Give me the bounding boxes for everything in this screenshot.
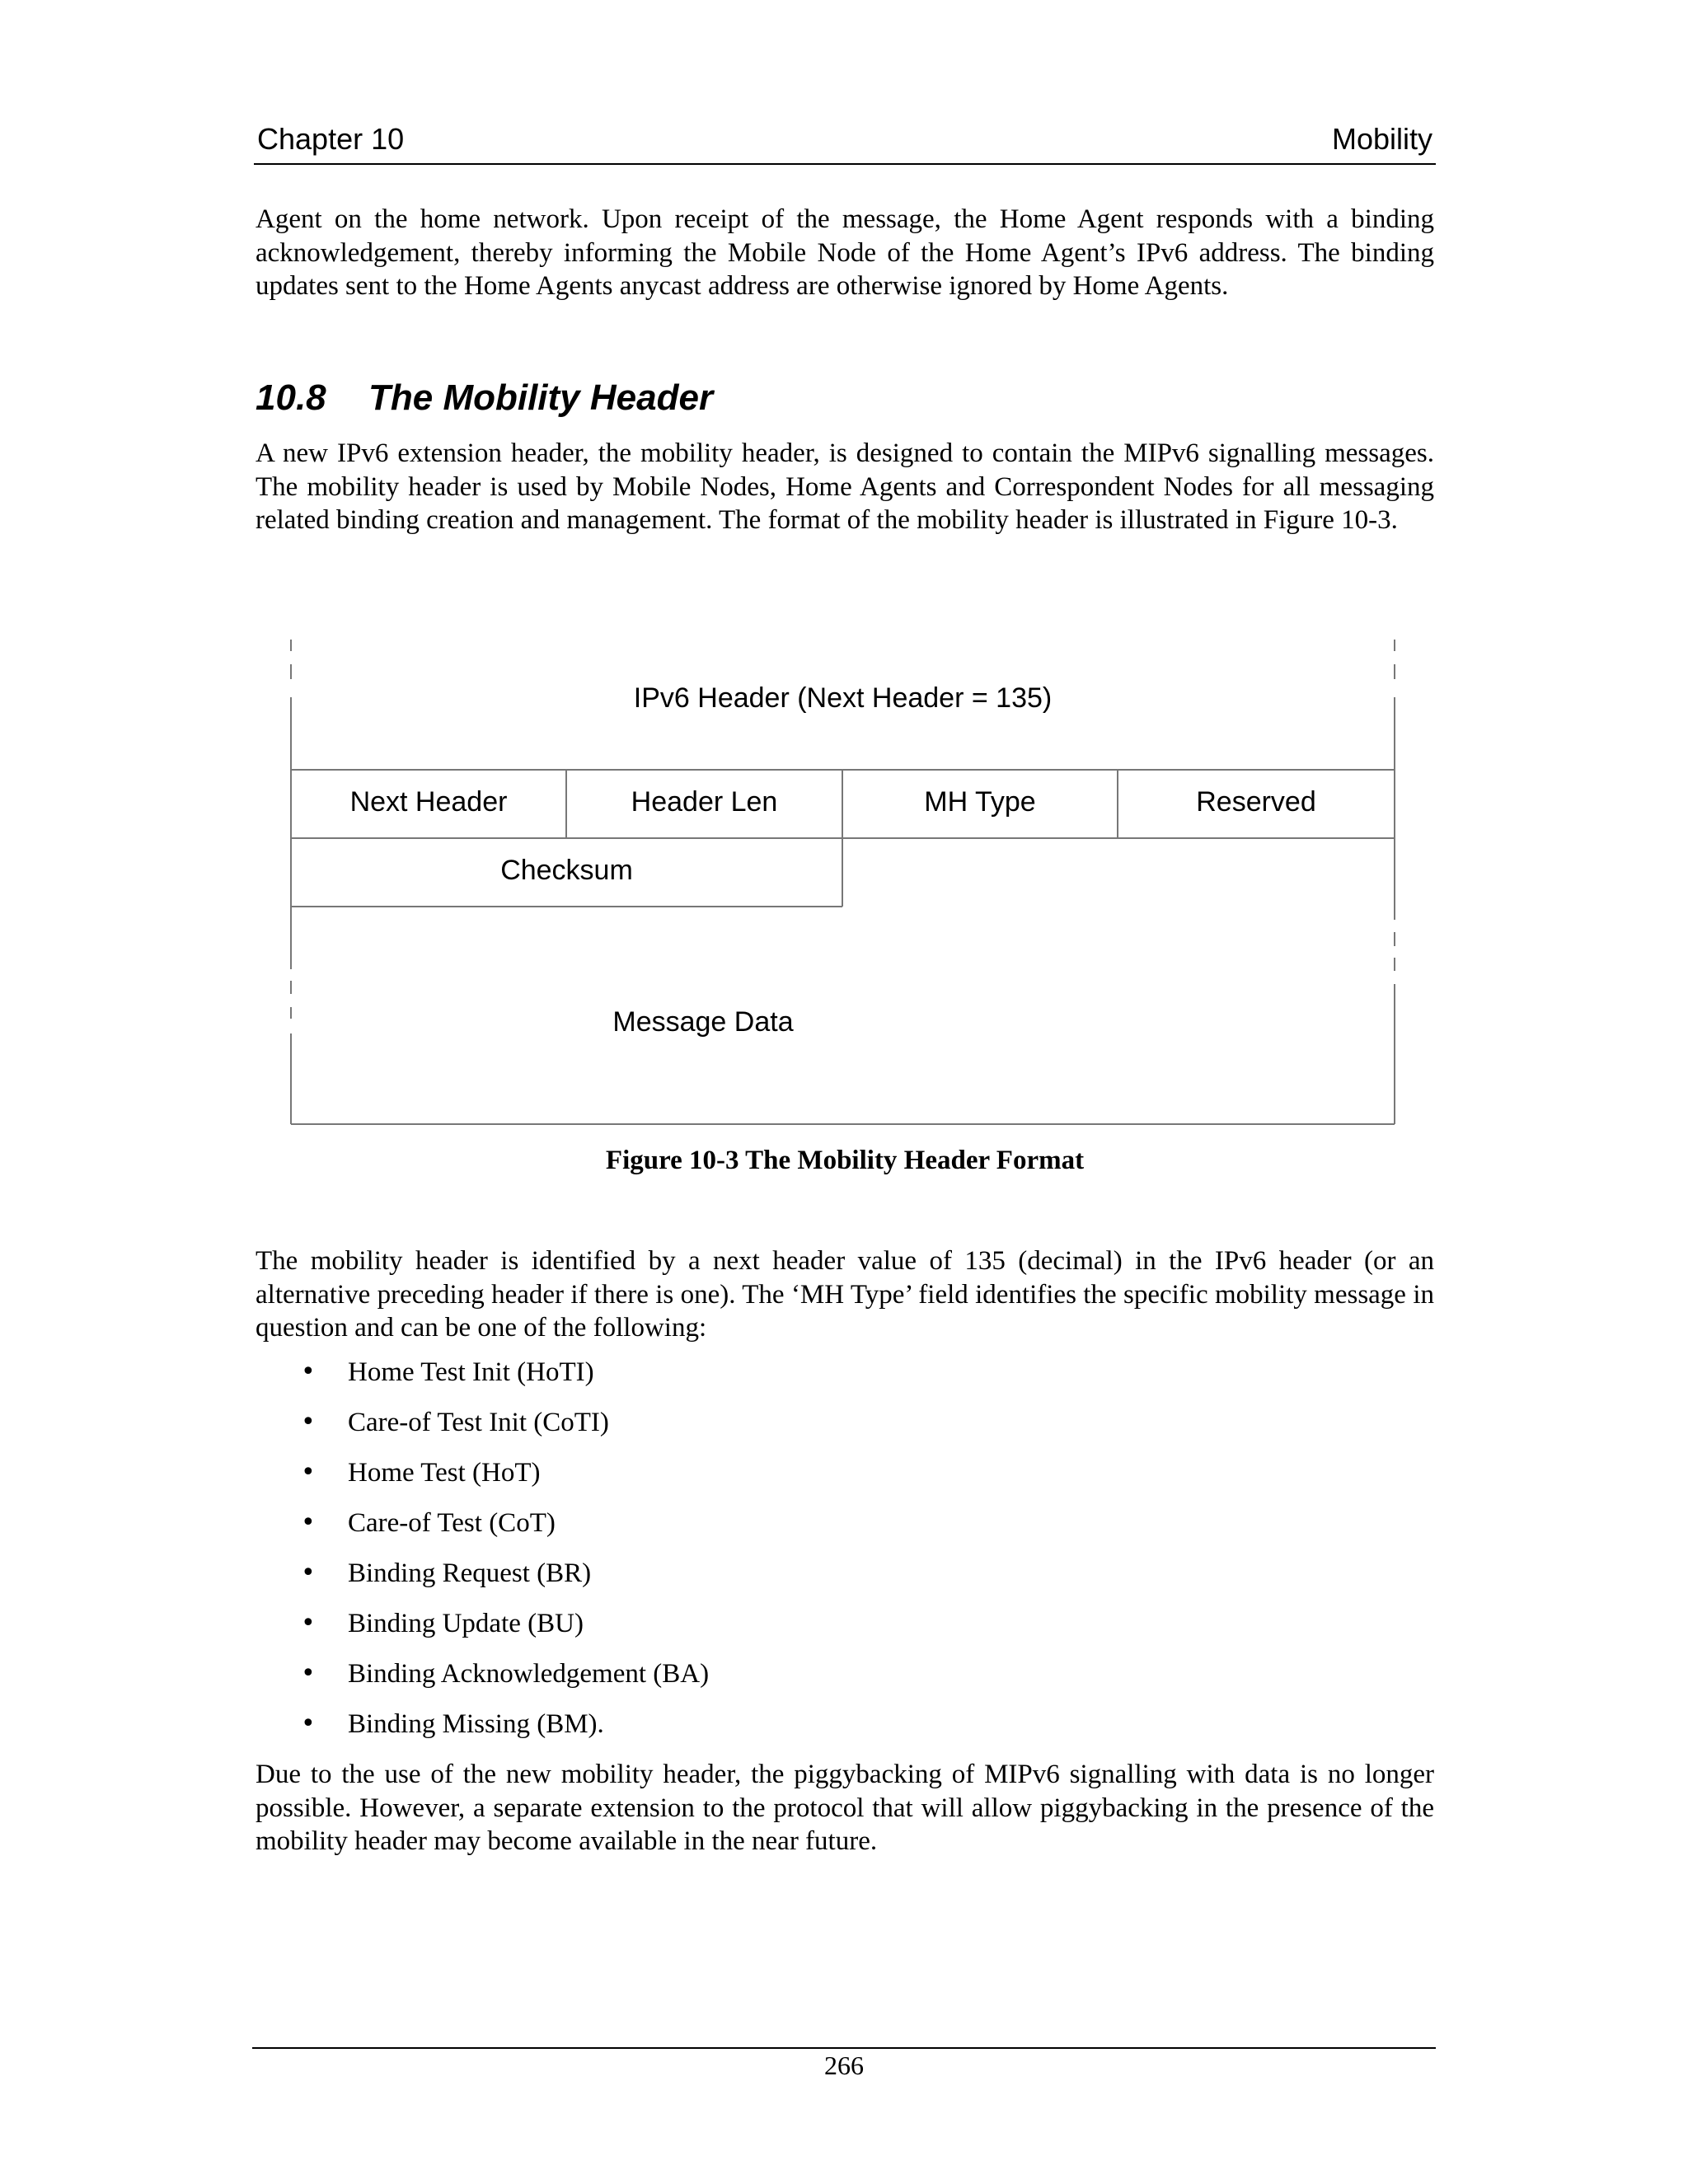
list-item-text: Home Test (HoT) <box>348 1458 541 1488</box>
ipv6-header-label: IPv6 Header (Next Header = 135) <box>633 682 1053 714</box>
mobility-header-figure <box>284 631 1401 1134</box>
mh-type-list <box>297 1356 709 1758</box>
paragraph-mh-type: The mobility header is identified by a next header value of 135 (decimal) in the IPv6 header (or an alternative preceding header if there is one). The ‘MH Type’ field identifies the specific mobility message in question and can be one of the following: <box>256 1246 1434 1343</box>
list-item-text: Binding Request (BR) <box>348 1558 592 1588</box>
section-heading <box>256 377 713 419</box>
list-item <box>297 1607 709 1657</box>
chapter-title: Mobility <box>1331 122 1432 156</box>
list-item-text: Binding Update (BU) <box>348 1609 584 1638</box>
section-number: 10.8 <box>256 377 326 418</box>
bullet-icon: • <box>301 1458 316 1487</box>
field-mh-type: MH Type <box>924 786 1036 818</box>
running-header <box>254 120 1436 165</box>
field-checksum: Checksum <box>500 855 633 886</box>
list-item <box>297 1708 709 1758</box>
bullet-icon: • <box>301 1357 316 1386</box>
bullet-icon: • <box>301 1558 316 1587</box>
list-item-text: Home Test Init (HoTI) <box>348 1357 594 1387</box>
list-item <box>297 1657 709 1708</box>
page-number: 266 <box>824 2050 864 2080</box>
field-reserved: Reserved <box>1196 786 1316 818</box>
field-message-data: Message Data <box>612 1006 794 1038</box>
list-item <box>297 1557 709 1607</box>
paragraph-intro: Agent on the home network. Upon receipt of the message, the Home Agent responds with a binding acknowledgement, thereby informing the Mobile Node of the Home Agent’s IPv6 address. The binding updates sent to the Home Agents anycast address are otherwise ignored by Home Agents. <box>256 204 1434 301</box>
bullet-icon: • <box>301 1659 316 1688</box>
figure-caption: Figure 10-3 The Mobility Header Format <box>605 1146 1085 1175</box>
list-item-text: Care-of Test Init (CoTI) <box>348 1408 609 1437</box>
bullet-icon: • <box>301 1609 316 1638</box>
bullet-icon: • <box>301 1408 316 1436</box>
list-item <box>297 1356 709 1406</box>
list-item-text: Binding Acknowledgement (BA) <box>348 1659 710 1689</box>
bullet-icon: • <box>301 1508 316 1537</box>
list-item <box>297 1507 709 1557</box>
field-header-len: Header Len <box>631 786 778 818</box>
list-item-text: Care-of Test (CoT) <box>348 1508 556 1538</box>
bullet-icon: • <box>301 1709 316 1738</box>
field-next-header: Next Header <box>349 786 508 818</box>
section-title: The Mobility Header <box>368 377 714 418</box>
list-item-text: Binding Missing (BM). <box>348 1709 604 1739</box>
list-item <box>297 1406 709 1456</box>
paragraph-mobility-header: A new IPv6 extension header, the mobility header, is designed to contain the MIPv6 signalling messages. The mobility header is used by Mobile Nodes, Home Agents and Correspondent Nodes for all messaging related binding creation and management. The format of the mobility header is illustrated in Figure 10-3. <box>256 438 1434 535</box>
chapter-label: Chapter 10 <box>257 122 405 156</box>
list-item <box>297 1456 709 1507</box>
footer-rule <box>252 2047 1436 2049</box>
paragraph-piggybacking: Due to the use of the new mobility header, the piggybacking of MIPv6 signalling with data is no longer possible. However, a separate extension to the protocol that will allow piggybacking in the presence of the mobility header may become available in the near future. <box>256 1760 1434 1856</box>
